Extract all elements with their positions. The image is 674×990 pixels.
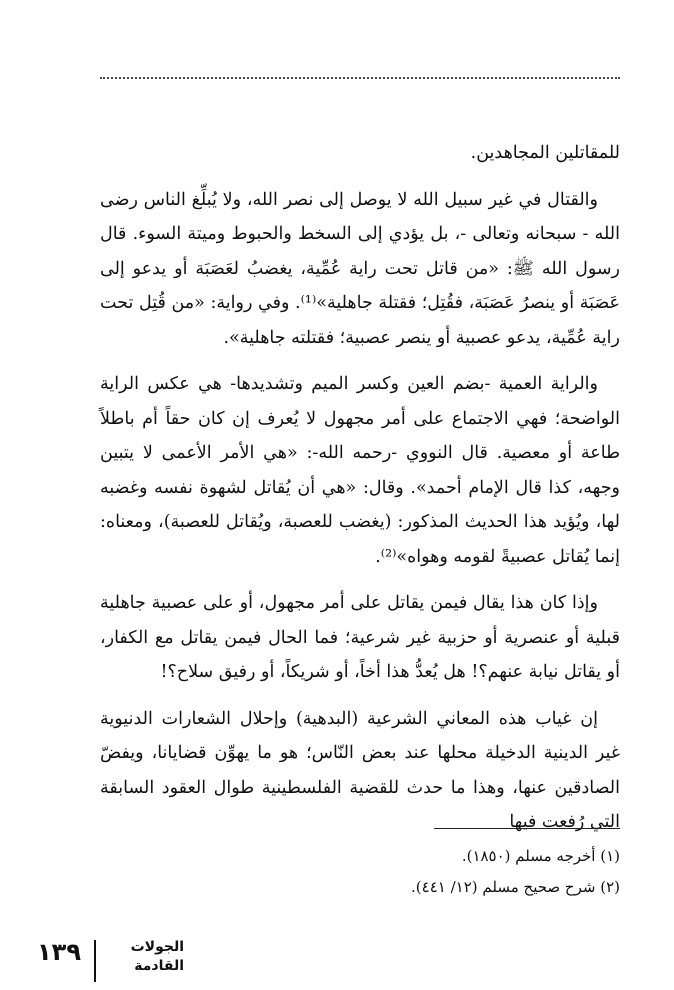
paragraph: إن غياب هذه المعاني الشرعية (البدهية) وإحلال الشعارات الدنيوية غير الدينية الدخيلة محلها عند بعض النّاس؛ هو ما يهوِّن قضايانا، ويفضّ الصادقين عنها، وهذا ما حدث للقضية الفلسطينية طوال العقود السابقة التي رُفعت فيها — [100, 708, 620, 832]
footnote-2: (٢) شرح صحيح مسلم (١٢/ ٤٤١). — [411, 878, 620, 896]
page-body — [100, 136, 620, 852]
header-dotted-rule — [100, 77, 620, 79]
logo-line-1: الجولات — [130, 939, 184, 955]
book-title-logo — [104, 938, 184, 982]
logo-line-2: القادمة — [134, 958, 184, 974]
page-number: ١٣٩ — [37, 938, 81, 966]
paragraph: والراية العمية -بضم العين وكسر الميم وتشديدها- هي عكس الراية الواضحة؛ فهي الاجتماع على أمر مجهول لا يُعرف إن كان حقاً أم باطلاً طاعة أو معصية. قال النووي -رحمه الله-: «هي الأمر الأعمى لا يتبين وجهه، كذا قال الإمام أحمد». وقال: «هي أن يُقاتل لشهوة نفسه وغضبه لها، ويُؤيد هذا الحديث المذكور: (يغضب للعصبة، ويُقاتل للعصبة)، ومعناه: إنما يُقاتل عصبيةً لقومه وهواه»⁽²⁾. — [100, 374, 620, 567]
footnote-1: (١) أخرجه مسلم (١٨٥٠). — [461, 847, 620, 865]
footer-divider — [94, 940, 96, 982]
footnotes — [100, 841, 620, 903]
paragraph: وإذا كان هذا يقال فيمن يقاتل على أمر مجهول، أو على عصبية جاهلية قبلية أو عنصرية أو حزبية غير شرعية؛ فما الحال فيمن يقاتل مع الكفار، أو يقاتل نيابة عنهم؟! هل يُعدُّ هذا أخاً، أو شريكاً، أو رفيق سلاح؟! — [100, 593, 620, 682]
paragraph: والقتال في غير سبيل الله لا يوصل إلى نصر الله، ولا يُبلِّغ الناس رضى الله - سبحانه وتعالى -، بل يؤدي إلى السخط والحبوط وميتة السوء. قال رسول الله ﷺ: «من قاتل تحت راية عُمِّية، يغضبُ لعَصَبَة أو يدعو إلى عَصَبَة أو ينصرُ عَصَبَة، فقُتِل؛ فقتلة جاهلية»⁽¹⁾. وفي رواية: «من قُتِل تحت راية عُمِّية، يدعو عصبية أو ينصر عصبية؛ فقتلته جاهلية». — [100, 189, 620, 348]
paragraph: للمقاتلين المجاهدين. — [470, 143, 620, 163]
footnote-separator — [434, 828, 620, 829]
